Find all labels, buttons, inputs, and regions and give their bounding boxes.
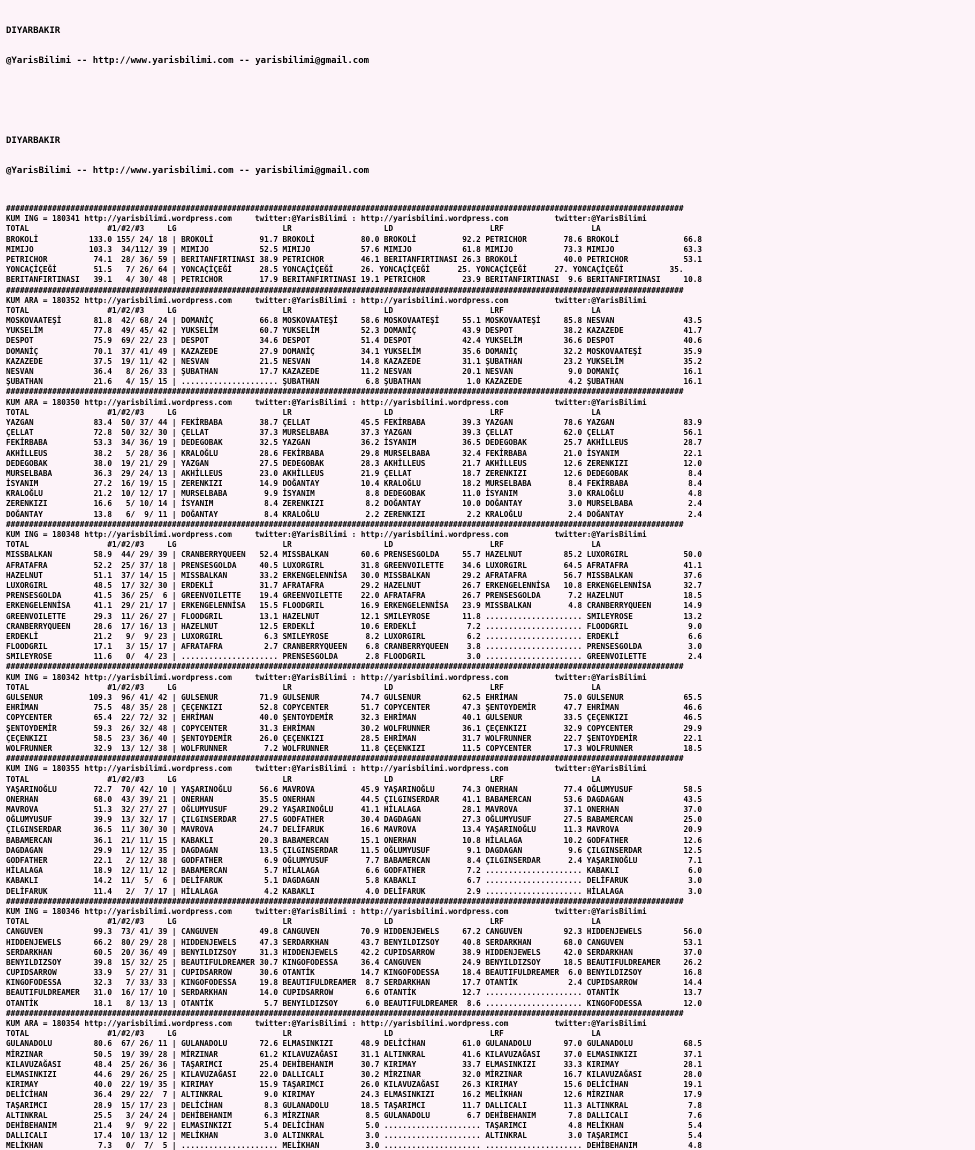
table-row: MIMIJO 103.3 34/112/ 39 | MIMIJO 52.5 MIMIJO 57.6 MIMIJO 61.8 MIMIJO 73.3 MIMIJO 63.3 xyxy=(6,243,702,254)
table-row: COPYCENTER 65.4 22/ 72/ 32 | EHRİMAN 40.0 ŞENTOYDEMİR 32.3 EHRİMAN 40.1 GULSENUR 33.5 ÇEÇENKIZI 46.5 xyxy=(6,712,702,723)
table-row: DOĞANTAY 13.8 6/ 9/ 11 | DOĞANTAY 8.4 KRALOĞLU 2.2 ZERENKIZI 2.2 KRALOĞLU 2.4 DOĞANTAY 2.4 xyxy=(6,508,702,519)
table-row: ERDEKLİ 21.2 9/ 9/ 23 | LUXORGIRL 6.3 SMILEYROSE 8.2 LUXORGIRL 6.2 ..................... ERDEKLİ 6.6 xyxy=(6,630,702,641)
race-heading: KUM ING = 180346 http://yarisbilimi.wordpress.com twitter:@YarisBilimi : http://yarisbilimi.wordpress.com twitter:@YarisBilimi xyxy=(6,905,647,916)
table-row: OĞLUMYUSUF 39.9 13/ 32/ 17 | ÇILGINSERDAR 27.5 GODFATHER 30.4 DAGDAGAN 27.3 OĞLUMYUSUF 27.5 BABAMERCAN 25.0 xyxy=(6,814,702,825)
table-row: YAŞARINOĞLU 72.7 70/ 42/ 10 | YAŞARINOĞLU 56.6 MAVROVA 45.9 YAŞARINOĞLU 74.3 ONERHAN 77.4 OĞLUMYUSUF 58.5 xyxy=(6,783,702,794)
table-row: FLOODGRIL 17.1 3/ 15/ 17 | AFRATAFRA 2.7 CRANBERRYQUEEN 6.8 CRANBERRYQUEEN 3.8 ..................... PRENSESGOLDA 3.0 xyxy=(6,641,702,652)
table-row: YONCAÇİÇEĞİ 51.5 7/ 26/ 64 | YONCAÇİÇEĞİ 28.5 YONCAÇİÇEĞİ 26. YONCAÇİÇEĞİ 25. YONCAÇİÇEĞİ 27. YONCAÇİÇEĞİ 35. xyxy=(6,264,684,275)
table-row: DAGDAGAN 29.9 11/ 12/ 35 | DAGDAGAN 13.5 ÇILGINSERDAR 11.5 OĞLUMYUSUF 9.1 DAGDAGAN 9.6 ÇILGINSERDAR 12.5 xyxy=(6,844,702,855)
table-row: MELİKHAN 7.3 0/ 7/ 5 | ..................... MELİKHAN 3.0 ..................... ..................... DEHİBEHANIM 4.8 xyxy=(6,1140,702,1150)
table-row: BROKOLİ 133.0 155/ 24/ 18 | BROKOLİ 91.7 BROKOLİ 80.0 BROKOLİ 92.2 PETRICHOR 78.6 BROKOLİ 66.8 xyxy=(6,233,702,244)
column-header-row: TOTAL #1/#2/#3 LG LR LD LRF LA xyxy=(6,681,601,692)
table-row: KABAKLI 14.2 11/ 5/ 6 | DELİFARUK 5.1 DAGDAGAN 5.8 KABAKLI 6.7 ..................... DELİFARUK 3.0 xyxy=(6,875,702,886)
race-heading: KUM ING = 180342 http://yarisbilimi.wordpress.com twitter:@YarisBilimi : http://yarisbilimi.wordpress.com twitter:@YarisBilimi xyxy=(6,671,647,682)
table-row: MAVROVA 51.3 32/ 27/ 27 | OĞLUMYUSUF 29.2 YAŞARINOĞLU 41.1 HİLALAGA 28.1 MAVROVA 37.1 ONERHAN 37.0 xyxy=(6,804,702,815)
race-heading: KUM ING = 180355 http://yarisbilimi.wordpress.com twitter:@YarisBilimi : http://yarisbilimi.wordpress.com twitter:@YarisBilimi xyxy=(6,763,647,774)
table-row: MURSELBABA 36.3 29/ 24/ 13 | AKHİLLEUS 23.0 AKHİLLEUS 21.9 ÇELLAT 18.7 ZERENKIZI 12.6 DEDEGOBAK 8.4 xyxy=(6,467,702,478)
table-row: ERKENGELENNİSA 41.1 29/ 21/ 17 | ERKENGELENNİSA 15.5 FLOODGRIL 16.9 ERKENGELENNİSA 23.9 MISSBALKAN 4.8 CRANBERRYQUEEN 14.9 xyxy=(6,600,702,611)
table-row: YAZGAN 83.4 50/ 37/ 44 | FEKİRBABA 38.7 ÇELLAT 45.5 FEKİRBABA 39.3 YAZGAN 78.6 YAZGAN 83.9 xyxy=(6,416,702,427)
table-row: KILAVUZAĞASI 48.4 25/ 26/ 36 | TAŞARIMCI 25.4 DEHİBEHANIM 30.7 KIRIMAY 33.7 ELMASINKIZI 33.3 KIRIMAY 28.1 xyxy=(6,1058,702,1069)
table-row: HAZELNUT 51.1 37/ 14/ 15 | MISSBALKAN 33.2 ERKENGELENNİSA 30.0 MISSBALKAN 29.2 AFRATAFRA 56.7 MISSBALKAN 37.6 xyxy=(6,569,702,580)
separator-line: ################################################################################################################################################### xyxy=(6,1007,684,1018)
table-row: SERDARKHAN 60.5 20/ 36/ 49 | BENYILDIZSOY 31.3 HIDDENJEWELS 42.2 CUPIDSARROW 38.9 HIDDENJEWELS 42.0 SERDARKHAN 37.0 xyxy=(6,946,702,957)
column-header-row: TOTAL #1/#2/#3 LG LR LD LRF LA xyxy=(6,223,601,234)
separator-line: ################################################################################################################################################### xyxy=(6,895,684,906)
table-row: GULSENUR 109.3 96/ 41/ 42 | GULSENUR 71.9 GULSENUR 74.7 GULSENUR 62.5 EHRİMAN 75.0 GULSENUR 65.5 xyxy=(6,692,702,702)
table-row: DOMANİÇ 70.1 37/ 41/ 49 | KAZAZEDE 27.9 DOMANİÇ 34.1 YUKSELİM 35.6 DOMANİÇ 32.2 MOSKOVAATEŞİ 35.9 xyxy=(6,345,702,356)
table-row: DALLICALI 17.4 10/ 13/ 12 | MELİKHAN 3.0 ALTINKRAL 3.0 ..................... ALTINKRAL 3.0 TAŞARIMCI 5.4 xyxy=(6,1130,702,1141)
table-row: GREENVOILETTE 29.3 11/ 26/ 27 | FLOODGRIL 13.1 HAZELNUT 12.1 SMILEYROSE 11.8 ..................... SMILEYROSE 13.2 xyxy=(6,610,702,621)
table-row: BENYILDIZSOY 39.8 15/ 32/ 25 | BEAUTIFULDREAMER 30.7 KINGOFODESSA 36.4 CANGUVEN 24.9 BENYILDIZSOY 18.5 BEAUTIFULDREAMER 26.2 xyxy=(6,956,702,967)
table-row: KRALOĞLU 21.2 10/ 12/ 17 | MURSELBABA 9.9 İSYANIM 8.8 DEDEGOBAK 11.0 İSYANIM 3.0 KRALOĞLU 4.8 xyxy=(6,488,702,499)
table-row: MİRZINAR 50.5 19/ 39/ 28 | MİRZINAR 61.2 KILAVUZAĞASI 31.1 ALTINKRAL 41.6 KILAVUZAĞASI 37.0 ELMASINKIZI 37.1 xyxy=(6,1048,702,1059)
column-header-row: TOTAL #1/#2/#3 LG LR LD LRF LA xyxy=(6,773,601,784)
contact-line: @YarisBilimi -- http://www.yarisbilimi.com -- yarisbilimi@gmail.com xyxy=(6,166,370,176)
table-row: ÇILGINSERDAR 36.5 11/ 30/ 30 | MAVROVA 24.7 DELİFARUK 16.6 MAVROVA 13.4 YAŞARINOĞLU 11.3 MAVROVA 20.9 xyxy=(6,824,702,835)
table-row: ELMASINKIZI 44.6 29/ 26/ 25 | KILAVUZAĞASI 22.0 DALLICALI 30.2 MİRZINAR 32.0 MİRZINAR 16.7 KILAVUZAĞASI 28.0 xyxy=(6,1068,702,1079)
table-row: ŞUBATHAN 21.6 4/ 15/ 15 | ..................... ŞUBATHAN 6.8 ŞUBATHAN 1.0 KAZAZEDE 4.2 ŞUBATHAN 16.1 xyxy=(6,376,702,387)
table-row: EHRİMAN 75.5 48/ 35/ 28 | ÇEÇENKIZI 52.8 COPYCENTER 51.7 COPYCENTER 47.3 ŞENTOYDEMİR 47.7 EHRİMAN 46.6 xyxy=(6,702,702,713)
table-row: CANGUVEN 99.3 73/ 41/ 39 | CANGUVEN 49.8 CANGUVEN 70.9 HIDDENJEWELS 67.2 CANGUVEN 92.3 HIDDENJEWELS 56.0 xyxy=(6,926,702,937)
table-row: PETRICHOR 74.1 28/ 36/ 59 | BERITANFIRTINASI 38.9 PETRICHOR 46.1 BERITANFIRTINASI 26.3 BROKOLİ 40.0 PETRICHOR 53.1 xyxy=(6,253,702,264)
column-header-row: TOTAL #1/#2/#3 LG LR LD LRF LA xyxy=(6,304,601,315)
table-row: WOLFRUNNER 32.9 13/ 12/ 38 | WOLFRUNNER 7.2 WOLFRUNNER 11.8 ÇEÇENKIZI 11.5 COPYCENTER 17.3 WOLFRUNNER 18.5 xyxy=(6,742,702,753)
table-row: DELİFARUK 11.4 2/ 7/ 17 | HİLALAGA 4.2 KABAKLI 4.0 DELİFARUK 2.9 ..................... HİLALAGA 3.0 xyxy=(6,885,702,896)
spacer xyxy=(6,86,975,116)
table-row: ZERENKIZI 16.6 5/ 10/ 14 | İSYANIM 8.4 ZERENKIZI 8.2 DOĞANTAY 10.0 DOĞANTAY 3.0 MURSELBABA 2.4 xyxy=(6,498,702,509)
table-row: LUXORGIRL 48.5 17/ 32/ 30 | ERDEKLİ 31.7 AFRATAFRA 29.2 HAZELNUT 26.7 ERKENGELENNİSA 10.8 ERKENGELENNİSA 32.7 xyxy=(6,579,702,590)
table-row: ÇEÇENKIZI 58.5 23/ 36/ 40 | ŞENTOYDEMİR 26.0 ÇEÇENKIZI 28.5 EHRİMAN 31.7 WOLFRUNNER 22.7 ŞENTOYDEMİR 22.1 xyxy=(6,732,702,743)
table-row: ONERHAN 68.0 43/ 39/ 21 | ONERHAN 35.5 ONERHAN 44.5 ÇILGINSERDAR 41.1 BABAMERCAN 53.6 DAGDAGAN 43.5 xyxy=(6,793,702,804)
table-row: HİLALAGA 18.9 12/ 11/ 12 | BABAMERCAN 5.7 HİLALAGA 6.6 GODFATHER 7.2 ..................... KABAKLI 6.0 xyxy=(6,865,702,876)
city-title: DIYARBAKIR xyxy=(6,26,61,36)
table-row: MOSKOVAATEŞİ 81.8 42/ 68/ 24 | DOMANİÇ 66.8 MOSKOVAATEŞİ 58.6 MOSKOVAATEŞİ 55.1 MOSKOVAATEŞİ 85.8 NESVAN 43.5 xyxy=(6,315,702,326)
table-row: BABAMERCAN 36.1 21/ 11/ 15 | KABAKLI 20.3 BABAMERCAN 15.1 ONERHAN 10.8 HİLALAGA 10.2 GODFATHER 12.6 xyxy=(6,834,702,845)
separator-line: ################################################################################################################################################### xyxy=(6,284,684,295)
table-row: DELİCİHAN 36.4 29/ 22/ 7 | ALTINKRAL 9.0 KIRIMAY 24.3 ELMASINKIZI 16.2 MELİKHAN 12.6 MİRZINAR 17.9 xyxy=(6,1089,702,1100)
race-heading: KUM ING = 180341 http://yarisbilimi.wordpress.com twitter:@YarisBilimi : http://yarisbilimi.wordpress.com twitter:@YarisBilimi xyxy=(6,213,647,224)
table-row: BEAUTIFULDREAMER 31.0 16/ 17/ 10 | SERDARKHAN 14.0 CUPIDSARROW 6.6 OTANTİK 12.7 ..................... OTANTİK 13.7 xyxy=(6,987,702,998)
header-block-2 xyxy=(6,116,975,196)
table-row: KAZAZEDE 37.5 19/ 11/ 42 | NESVAN 21.5 NESVAN 14.8 KAZAZEDE 31.1 ŞUBATHAN 23.2 YUKSELİM 35.2 xyxy=(6,355,702,366)
table-row: DEHİBEHANIM 21.4 9/ 9/ 22 | ELMASINKIZI 5.4 DELİCİHAN 5.0 ..................... TAŞARIMCI 4.8 MELİKHAN 5.4 xyxy=(6,1119,702,1130)
table-row: DEDEGOBAK 38.0 19/ 21/ 29 | YAZGAN 27.5 DEDEGOBAK 28.3 AKHİLLEUS 21.7 AKHİLLEUS 12.6 ZERENKIZI 12.0 xyxy=(6,457,702,468)
table-row: OTANTİK 18.1 8/ 13/ 13 | OTANTİK 5.7 BENYILDIZSOY 6.0 BEAUTIFULDREAMER 8.6 ..................... KINGOFODESSA 12.0 xyxy=(6,997,702,1008)
table-row: BERITANFIRTINASI 39.1 4/ 30/ 48 | PETRICHOR 17.9 BERITANFIRTINASI 19.1 PETRICHOR 23.9 BERITANFIRTINASI 9.6 BERITANFIRTINASI 10.8 xyxy=(6,274,702,285)
race-heading: KUM ING = 180348 http://yarisbilimi.wordpress.com twitter:@YarisBilimi : http://yarisbilimi.wordpress.com twitter:@YarisBilimi xyxy=(6,529,647,539)
table-row: ÇELLAT 72.8 50/ 32/ 30 | ÇELLAT 37.3 MURSELBABA 37.3 YAZGAN 39.3 ÇELLAT 62.0 ÇELLAT 56.1 xyxy=(6,427,702,438)
separator-line: ################################################################################################################################################### xyxy=(6,518,684,529)
table-row: NESVAN 36.4 8/ 26/ 33 | ŞUBATHAN 17.7 KAZAZEDE 11.2 NESVAN 20.1 NESVAN 9.0 DOMANİÇ 16.1 xyxy=(6,366,702,376)
table-row: TAŞARIMCI 28.9 15/ 17/ 23 | DELİCİHAN 8.3 GULANADOLU 18.5 TAŞARIMCI 11.7 DALLICALI 11.3 ALTINKRAL 7.8 xyxy=(6,1099,702,1110)
table-row: FEKİRBABA 53.3 34/ 36/ 19 | DEDEGOBAK 32.5 YAZGAN 36.2 İSYANIM 36.5 DEDEGOBAK 25.7 AKHİLLEUS 28.7 xyxy=(6,437,702,448)
table-row: ŞENTOYDEMİR 59.3 26/ 32/ 48 | COPYCENTER 31.3 EHRİMAN 30.2 WOLFRUNNER 36.1 ÇEÇENKIZI 32.9 COPYCENTER 29.9 xyxy=(6,722,702,733)
contact-line: @YarisBilimi -- http://www.yarisbilimi.com -- yarisbilimi@gmail.com xyxy=(6,56,370,66)
separator-line: ################################################################################################################################################### xyxy=(6,661,684,672)
table-row: GULANADOLU 80.6 67/ 26/ 11 | GULANADOLU 72.6 ELMASINKIZI 48.9 DELİCİHAN 61.0 GULANADOLU 97.0 GULANADOLU 68.5 xyxy=(6,1038,702,1049)
separator-line: ################################################################################################################################################### xyxy=(6,203,684,213)
table-row: YUKSELİM 77.8 49/ 45/ 42 | YUKSELİM 60.7 YUKSELİM 52.3 DOMANİÇ 43.9 DESPOT 38.2 KAZAZEDE 41.7 xyxy=(6,325,702,336)
table-row: KIRIMAY 40.0 22/ 19/ 35 | KIRIMAY 15.9 TAŞARIMCI 26.0 KILAVUZAĞASI 26.3 KIRIMAY 15.6 DELİCİHAN 19.1 xyxy=(6,1079,702,1090)
column-header-row: TOTAL #1/#2/#3 LG LR LD LRF LA xyxy=(6,1028,601,1039)
table-row: PRENSESGOLDA 41.5 36/ 25/ 6 | GREENVOILETTE 19.4 GREENVOILETTE 22.0 AFRATAFRA 26.7 PRENSESGOLDA 7.2 HAZELNUT 18.5 xyxy=(6,590,702,601)
separator-line: ################################################################################################################################################### xyxy=(6,386,684,397)
race-report xyxy=(6,203,912,1150)
table-row: HIDDENJEWELS 66.2 80/ 29/ 28 | HIDDENJEWELS 47.3 SERDARKHAN 43.7 BENYILDIZSOY 40.8 SERDARKHAN 68.0 CANGUVEN 53.1 xyxy=(6,936,702,947)
table-row: GODFATHER 22.1 2/ 12/ 38 | GODFATHER 6.9 OĞLUMYUSUF 7.7 BABAMERCAN 8.4 ÇILGINSERDAR 2.4 YAŞARINOĞLU 7.1 xyxy=(6,855,702,865)
city-title: DIYARBAKIR xyxy=(6,136,61,146)
table-row: DESPOT 75.9 69/ 22/ 23 | DESPOT 34.6 DESPOT 51.4 DESPOT 42.4 YUKSELİM 36.6 DESPOT 40.6 xyxy=(6,335,702,346)
table-row: CUPIDSARROW 33.9 5/ 27/ 31 | CUPIDSARROW 30.6 OTANTİK 14.7 KINGOFODESSA 18.4 BEAUTIFULDREAMER 6.0 BENYILDIZSOY 16.8 xyxy=(6,967,702,978)
table-row: ALTINKRAL 25.5 3/ 24/ 24 | DEHİBEHANIM 6.3 MİRZINAR 8.5 GULANADOLU 6.7 DEHİBEHANIM 7.8 DALLICALI 7.6 xyxy=(6,1109,702,1120)
race-heading: KUM ARA = 180352 http://yarisbilimi.wordpress.com twitter:@YarisBilimi : http://yarisbilimi.wordpress.com twitter:@YarisBilimi xyxy=(6,294,647,305)
separator-line: ################################################################################################################################################### xyxy=(6,753,684,764)
table-row: KINGOFODESSA 32.3 7/ 33/ 33 | KINGOFODESSA 19.8 BEAUTIFULDREAMER 8.7 SERDARKHAN 17.7 OTANTİK 2.4 CUPIDSARROW 14.4 xyxy=(6,977,702,988)
table-row: AFRATAFRA 52.2 25/ 37/ 18 | PRENSESGOLDA 40.5 LUXORGIRL 31.8 GREENVOILETTE 34.6 LUXORGIRL 64.5 AFRATAFRA 41.1 xyxy=(6,559,702,570)
table-row: MISSBALKAN 58.9 44/ 29/ 39 | CRANBERRYQUEEN 52.4 MISSBALKAN 60.6 PRENSESGOLDA 55.7 HAZELNUT 85.2 LUXORGIRL 50.0 xyxy=(6,549,702,560)
table-row: SMILEYROSE 11.6 0/ 4/ 23 | ..................... PRENSESGOLDA 2.8 FLOODGRIL 3.0 ..................... GREENVOILETTE 2.4 xyxy=(6,651,702,662)
column-header-row: TOTAL #1/#2/#3 LG LR LD LRF LA xyxy=(6,916,601,927)
table-row: AKHİLLEUS 38.2 5/ 28/ 36 | KRALOĞLU 28.6 FEKİRBABA 29.8 MURSELBABA 32.4 FEKİRBABA 21.0 İSYANIM 22.1 xyxy=(6,447,702,458)
header-block-1 xyxy=(6,6,975,86)
column-header-row: TOTAL #1/#2/#3 LG LR LD LRF LA xyxy=(6,406,601,417)
table-row: CRANBERRYQUEEN 28.6 17/ 16/ 13 | HAZELNUT 12.5 ERDEKLİ 10.6 ERDEKLİ 7.2 ..................... FLOODGRIL 9.0 xyxy=(6,620,702,631)
table-row: İSYANIM 27.2 16/ 19/ 15 | ZERENKIZI 14.9 DOĞANTAY 10.4 KRALOĞLU 18.2 MURSELBABA 8.4 FEKİRBABA 8.4 xyxy=(6,478,702,489)
race-heading: KUM ARA = 180354 http://yarisbilimi.wordpress.com twitter:@YarisBilimi : http://yarisbilimi.wordpress.com twitter:@YarisBilimi xyxy=(6,1018,647,1028)
column-header-row: TOTAL #1/#2/#3 LG LR LD LRF LA xyxy=(6,539,601,550)
race-heading: KUM ARA = 180350 http://yarisbilimi.wordpress.com twitter:@YarisBilimi : http://yarisbilimi.wordpress.com twitter:@YarisBilimi xyxy=(6,396,647,407)
